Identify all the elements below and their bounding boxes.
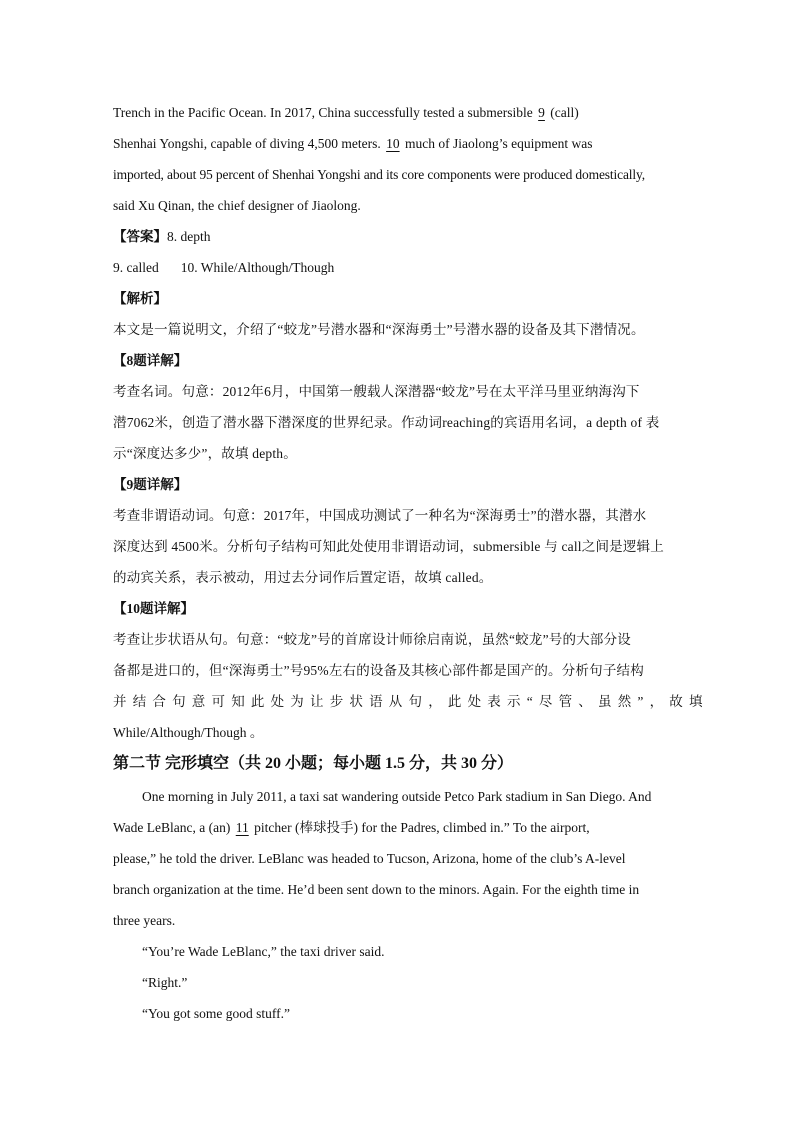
- q8-line-2: 潜7062米，创造了潜水器下潜深度的世界纪录。作动词reaching的宾语用名词，a depth of 表: [113, 415, 660, 430]
- passage-text: (call): [546, 105, 579, 120]
- passage-line-1: [113, 103, 579, 123]
- q10-line-2: 备都是进口的，但“深海勇士”号95%左右的设备及其核心部件都是国产的。分析句子结构: [113, 663, 644, 678]
- passage-line-4: said Xu Qinan, the chief designer of Jiaolong.: [113, 198, 361, 213]
- cloze-line-1: One morning in July 2011, a taxi sat wandering outside Petco Park stadium in San Diego. And: [142, 789, 652, 804]
- q9-title: 【9题详解】: [113, 477, 188, 492]
- answer-line: [113, 227, 211, 247]
- q8-line-3: 示“深度达多少”，故填 depth。: [113, 446, 297, 461]
- cloze-line-4: branch organization at the time. He’d been sent down to the minors. Again. For the eighth time in: [113, 882, 640, 897]
- q8-title: 【8题详解】: [113, 353, 188, 368]
- q10-line-3: 并结合句意可知此处为让步状语从句，此处表示“尽管、虽然”，故填: [113, 694, 709, 709]
- passage-text: Trench in the Pacific Ocean. In 2017, China successfully tested a submersible: [113, 105, 537, 120]
- dialogue-line-1: “You’re Wade LeBlanc,” the taxi driver said.: [142, 944, 385, 959]
- section-heading: 第二节 完形填空（共 20 小题；每小题 1.5 分，共 30 分）: [113, 755, 514, 772]
- passage-line-2: [113, 134, 592, 154]
- passage-line-3: imported, about 95 percent of Shenhai Yongshi and its core components were produced domestically,: [113, 167, 645, 182]
- answer-8: 8. depth: [167, 229, 211, 244]
- cloze-line-3: please,” he told the driver. LeBlanc was headed to Tucson, Arizona, home of the club’s A-level: [113, 851, 626, 866]
- analysis-intro: 本文是一篇说明文，介绍了“蛟龙”号潜水器和“深海勇士”号潜水器的设备及其下潜情况。: [113, 322, 645, 337]
- q9-line-2: 深度达到 4500米。分析句子结构可知此处使用非谓语动词，submersible 与 call之间是逻辑上: [113, 539, 664, 554]
- blank-9: 9: [538, 105, 545, 120]
- answer-10: 10. While/Although/Though: [180, 260, 335, 275]
- cloze-line-2: [113, 818, 590, 838]
- dialogue-line-2: “Right.”: [142, 975, 188, 990]
- blank-10: 10: [386, 136, 400, 151]
- answer-line-2: [113, 258, 334, 278]
- cloze-line-5: three years.: [113, 913, 176, 928]
- answer-9: 9. called: [113, 260, 159, 275]
- passage-text: much of Jiaolong’s equipment was: [401, 136, 593, 151]
- q9-line-3: 的动宾关系，表示被动，用过去分词作后置定语，故填 called。: [113, 570, 493, 585]
- cloze-text: Wade LeBlanc, a (an): [113, 820, 234, 835]
- q10-title: 【10题详解】: [113, 601, 194, 616]
- passage-text: Shenhai Yongshi, capable of diving 4,500 meters.: [113, 136, 385, 151]
- q10-line-4: While/Although/Though 。: [113, 725, 264, 740]
- analysis-label: 【解析】: [113, 291, 167, 306]
- cloze-text: pitcher (棒球投手) for the Padres, climbed in.” To the airport,: [250, 820, 590, 835]
- q9-line-1: 考查非谓语动词。句意：2017年，中国成功测试了一种名为“深海勇士”的潜水器，其潜水: [113, 508, 647, 523]
- answer-label: 【答案】: [113, 229, 167, 244]
- q10-line-1: 考查让步状语从句。句意：“蛟龙”号的首席设计师徐启南说，虽然“蛟龙”号的大部分设: [113, 632, 631, 647]
- blank-11: 11: [235, 820, 249, 835]
- dialogue-line-3: “You got some good stuff.”: [142, 1006, 291, 1021]
- q8-line-1: 考查名词。句意：2012年6月，中国第一艘载人深潜器“蛟龙”号在太平洋马里亚纳海沟下: [113, 384, 640, 399]
